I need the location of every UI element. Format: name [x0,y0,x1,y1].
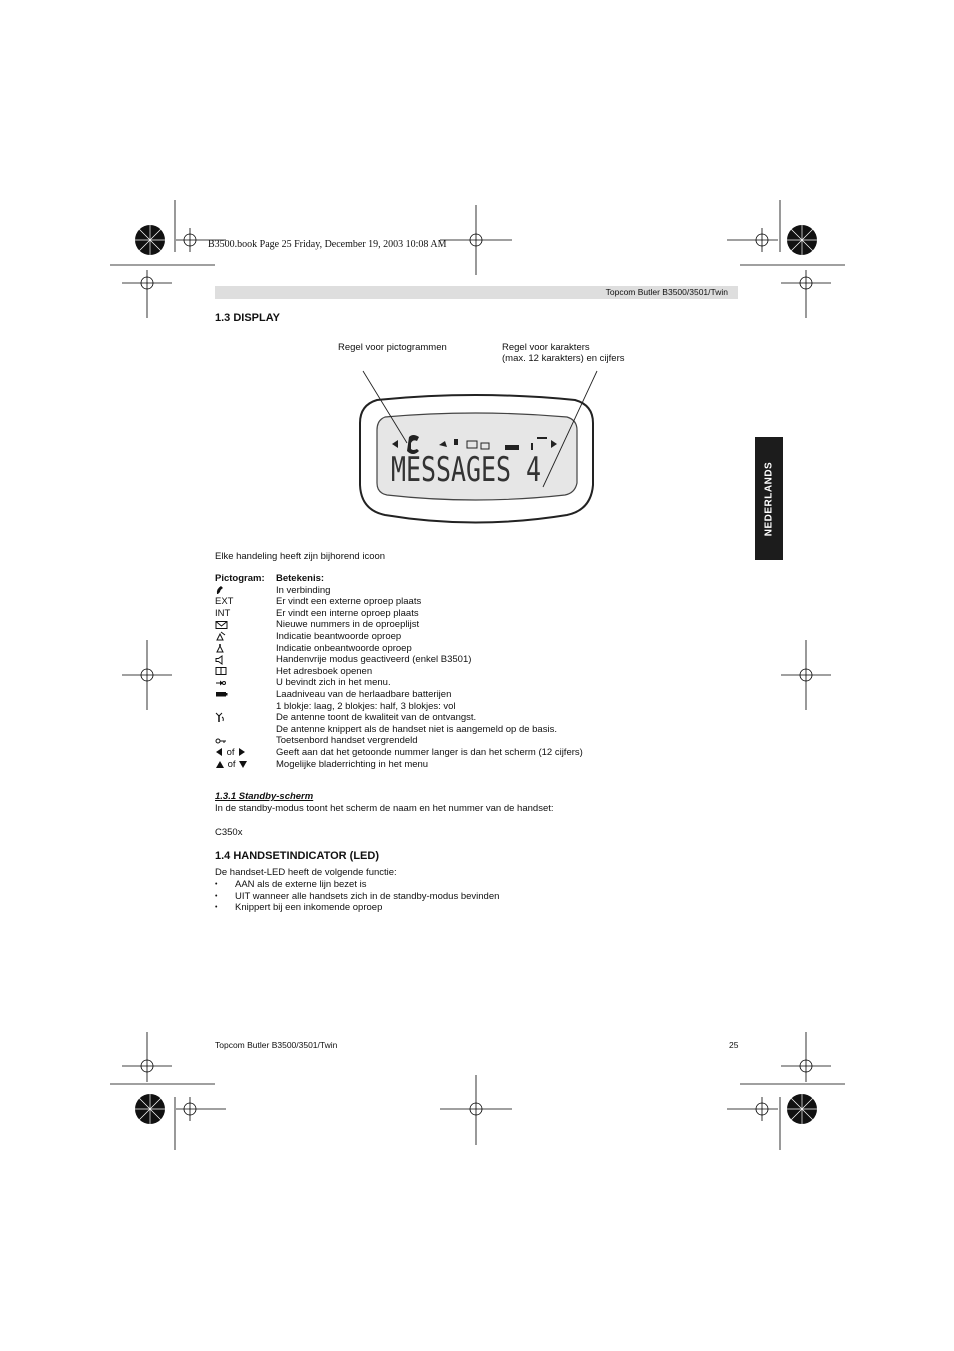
print-info: B3500.book Page 25 Friday, December 19, 2003 10:08 AM [208,239,447,250]
legend-meaning: Het adresboek openen [276,665,373,677]
answered-call-icon [215,631,226,641]
table-row [215,724,583,736]
legend-meaning: Toetsenbord handset vergrendeld [276,735,418,747]
callout-pictograms: Regel voor pictogrammen [338,342,447,353]
legend-meaning: De antenne knippert als de handset niet is aangemeld op de basis. [276,723,557,735]
right-arrow-icon [237,747,246,757]
table-row [215,666,583,678]
legend-symbol: of [226,746,235,758]
lcd-key-icon [537,437,547,439]
table-row [215,689,583,701]
table-row [215,747,583,759]
header-bar [215,286,738,299]
page-number: 25 [729,1040,739,1050]
standby-example: C350x [215,827,243,838]
menu-icon [215,678,226,688]
callout-characters-line1: Regel voor karakters [502,342,590,353]
table-row [215,735,583,747]
standby-text: In de standby-modus toont het scherm de naam en het nummer van de handset: [215,803,554,814]
left-arrow-icon [215,747,224,757]
lcd-speaker-icon [454,439,458,445]
table-row [215,631,583,643]
legend-meaning: 1 blokje: laag, 2 blokjes: half, 3 blokjes: vol [276,700,456,712]
table-row [215,654,583,666]
table-row [215,585,583,597]
table-row [215,608,583,620]
phonebook-icon [215,666,227,676]
lcd-text: MESSAGES 4 [391,450,541,490]
legend-meaning: Mogelijke bladerrichting in het menu [276,758,429,770]
legend-meaning: Er vindt een interne oproep plaats [276,607,419,619]
envelope-icon [215,620,228,630]
table-row [215,701,583,713]
lcd-antenna-icon [531,443,533,450]
list-item: • AAN als de externe lijn bezet is [215,879,499,891]
legend-symbol: of [227,758,236,770]
handset-icon [215,585,226,595]
legend-meaning: Indicatie beantwoorde oproep [276,630,402,642]
language-tab-label: NEDERLANDS [763,461,775,536]
legend-meaning: Nieuwe nummers in de oproeplijst [276,619,420,631]
table-row [215,677,583,689]
table-row [215,596,583,608]
legend-meaning: Laadniveau van de herlaadbare batterijen [276,688,452,700]
speaker-icon [215,655,226,665]
footer-title: Topcom Butler B3500/3501/Twin [215,1040,338,1050]
legend-meaning: De antenne toont de kwaliteit van de ontvangst. [276,712,477,724]
antenna-icon [215,712,226,723]
lcd-display-illustration [355,365,605,530]
header-title: Topcom Butler B3500/3501/Twin [605,287,728,297]
table-row [215,759,583,771]
table-row [215,712,583,724]
key-icon [215,737,227,745]
legend-symbol: INT [215,607,231,619]
legend-symbol: EXT [215,596,234,608]
legend-meaning: U bevindt zich in het menu. [276,677,391,689]
pictogram-legend [215,573,583,770]
list-item: • Knippert bij een inkomende oproep [215,902,499,914]
callout-characters-line2: (max. 12 karakters) en cijfers [502,353,625,364]
section-title-led: 1.4 HANDSETINDICATOR (LED) [215,850,379,862]
list-item: • UIT wanneer alle handsets zich in de standby-modus bevinden [215,891,499,903]
led-intro: De handset-LED heeft de volgende functie: [215,867,397,878]
down-arrow-icon [238,760,248,769]
legend-meaning: In verbinding [276,584,331,596]
standby-subtitle: 1.3.1 Standby-scherm [215,791,314,802]
legend-header-row [215,573,583,585]
up-arrow-icon [215,760,225,769]
legend-col-meaning: Betekenis: [276,573,325,584]
table-row [215,643,583,655]
legend-meaning: Er vindt een externe oproep plaats [276,596,422,608]
legend-meaning: Geeft aan dat het getoonde nummer langer is dan het scherm (12 cijfers) [276,746,583,758]
intro-text: Elke handeling heeft zijn bijhorend icoon [215,551,386,562]
legend-meaning: Handenvrije modus geactiveerd (enkel B3501) [276,654,472,666]
battery-icon [215,689,228,699]
legend-col-symbol: Pictogram: [215,573,265,584]
section-title-display: 1.3 DISPLAY [215,312,281,324]
led-function-list [215,879,499,914]
legend-meaning: Indicatie onbeantwoorde oproep [276,642,412,654]
missed-call-icon [215,643,226,653]
table-row [215,619,583,631]
language-tab [755,437,783,560]
